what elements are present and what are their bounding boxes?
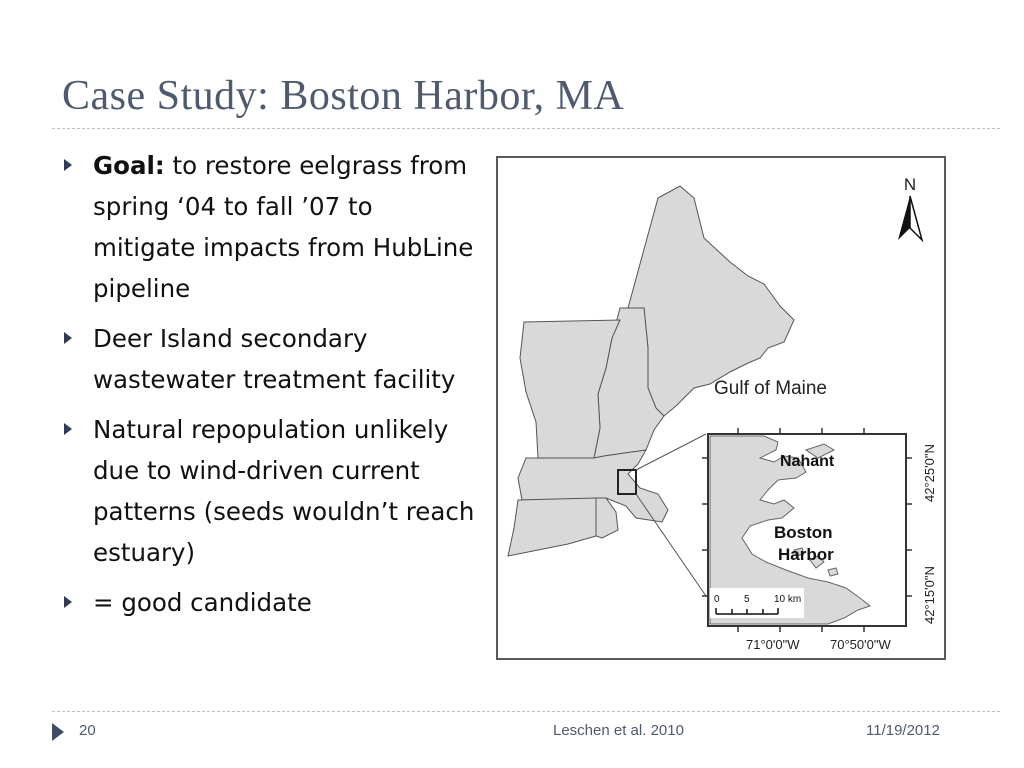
- triangle-bullet-icon: [64, 332, 72, 344]
- north-label: N: [903, 175, 917, 194]
- triangle-bullet-icon: [64, 159, 72, 171]
- inset-connector-bottom: [636, 494, 706, 596]
- footer-divider: [52, 711, 1000, 712]
- bullet-item-goal: [62, 145, 482, 309]
- bullet-item-repopulation: [62, 409, 482, 573]
- footer-date: 11/19/2012: [866, 722, 940, 739]
- map-land-rhode-island: [596, 498, 618, 538]
- slide-title: Case Study: Boston Harbor, MA: [62, 73, 625, 119]
- boston-label: Boston: [774, 523, 833, 542]
- triangle-bullet-icon: [64, 423, 72, 435]
- study-area-map: [496, 156, 946, 660]
- bullet-item-deer-island: [62, 318, 482, 400]
- bullet-lead: Goal:: [93, 151, 165, 180]
- longitude-label-70-50: 70°50'0"W: [830, 637, 891, 652]
- page-number: 20: [79, 722, 96, 739]
- scale-tick-10: 10 km: [774, 594, 802, 605]
- map-figure: [498, 158, 944, 658]
- north-arrow-icon: [898, 196, 922, 240]
- map-land-connecticut: [508, 498, 596, 556]
- longitude-label-71: 71°0'0"W: [746, 637, 800, 652]
- nahant-label: Nahant: [780, 453, 835, 470]
- latitude-label-42-25: 42°25'0"N: [922, 444, 937, 502]
- boston-harbor-inset: [702, 428, 912, 632]
- bullet-text: to restore eelgrass from spring ‘04 to fall ’07 to mitigate impacts from HubLine pipeline: [93, 151, 474, 303]
- gulf-of-maine-label: Gulf of Maine: [714, 378, 827, 399]
- footer-source: Leschen et al. 2010: [553, 722, 684, 739]
- bullet-item-candidate: [62, 582, 482, 623]
- bullet-list: [62, 145, 482, 632]
- bullet-text: Deer Island secondary wastewater treatment facility: [93, 324, 456, 394]
- triangle-bullet-icon: [64, 596, 72, 608]
- bullet-text: = good candidate: [93, 588, 312, 617]
- scale-tick-0: 0: [714, 594, 720, 605]
- harbor-label: Harbor: [778, 545, 834, 564]
- title-divider: [52, 128, 1000, 129]
- bullet-text: Natural repopulation unlikely due to wind-driven current patterns (seeds wouldn’t reach estuary): [93, 415, 475, 567]
- scale-bar: [710, 588, 804, 618]
- latitude-label-42-15: 42°15'0"N: [922, 566, 937, 624]
- footer-triangle-icon: [52, 723, 64, 741]
- scale-tick-5: 5: [744, 594, 750, 605]
